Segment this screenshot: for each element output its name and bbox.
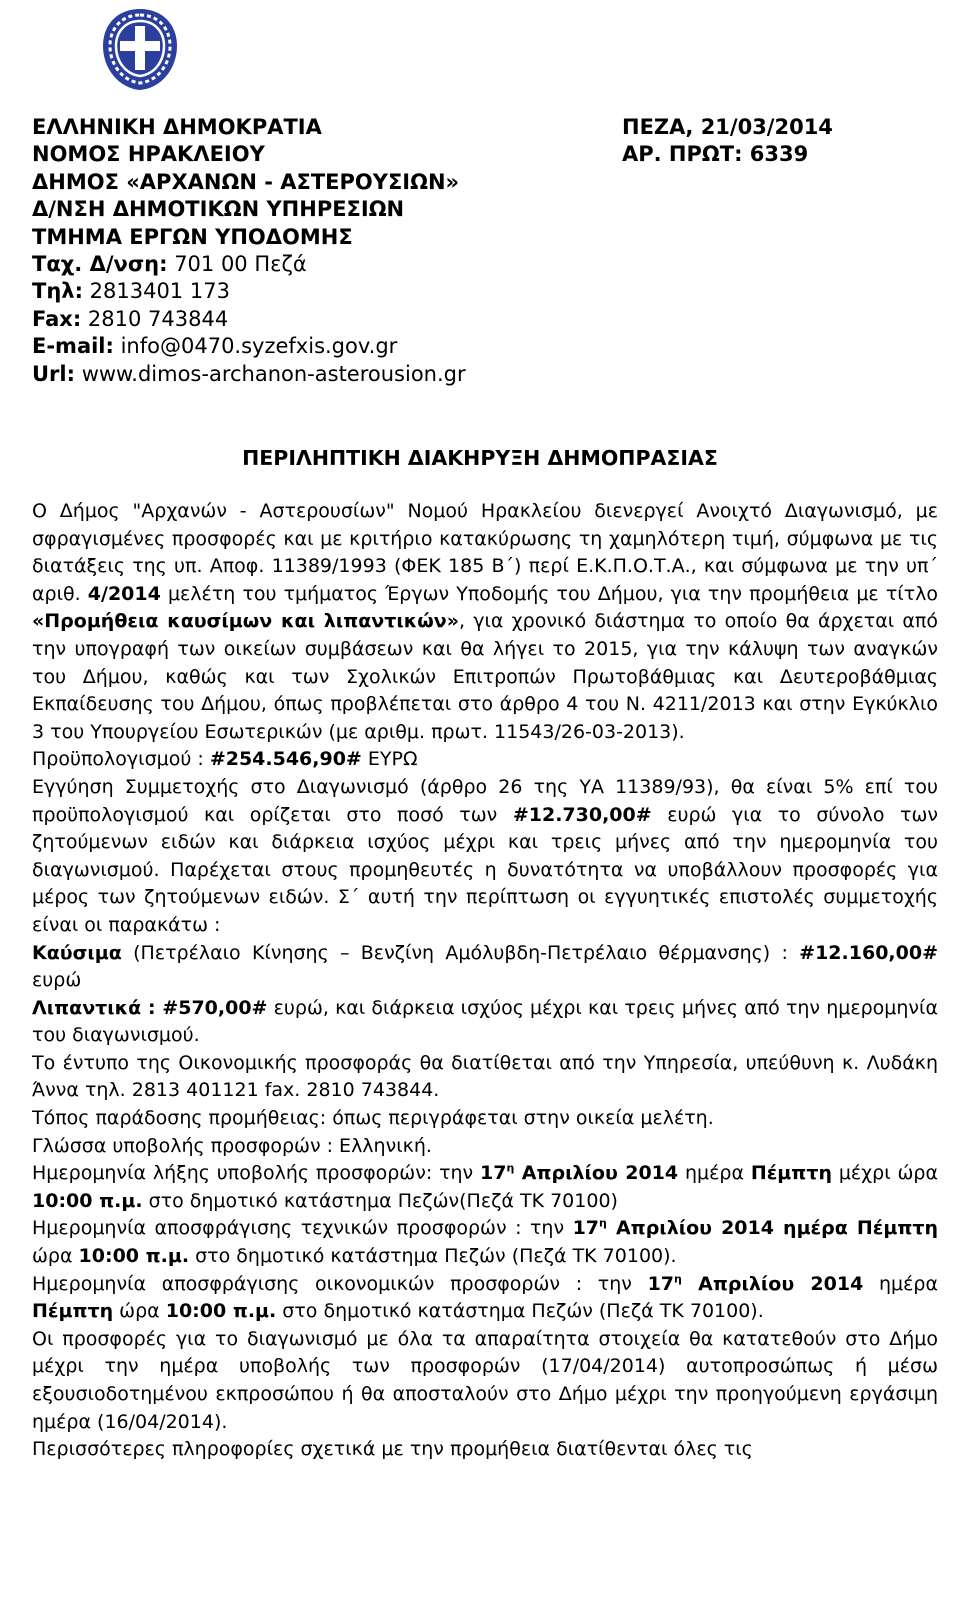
sender-header	[32, 114, 466, 388]
lubricant-label: Λιπαντικά : #570,00#	[32, 996, 268, 1019]
delivery-paragraph: Τόπος παράδοσης προμήθειας: όπως περιγράφεται στην οικεία μελέτη.	[32, 1107, 714, 1130]
fin-text-3: ώρα	[113, 1300, 166, 1323]
prefecture-name: ΝΟΜΟΣ ΗΡΑΚΛΕΙΟΥ	[32, 142, 265, 167]
fin-text-2: ημέρα	[863, 1272, 938, 1295]
more-info-paragraph: Περισσότερες πληροφορίες σχετικά με την προμήθεια διατίθενται όλες τις	[32, 1438, 753, 1461]
deadline-month: Απριλίου 2014	[514, 1162, 679, 1185]
deadline-time: 10:00 π.μ.	[32, 1189, 143, 1212]
form-paragraph: Το έντυπο της Οικονομικής προσφοράς θα διατίθεται από την Υπηρεσία, υπεύθυνη κ. Λυδάκη Άννα τηλ. 2813 401121 fax. 2810 743844.	[32, 1051, 938, 1102]
department-name: ΤΜΗΜΑ ΕΡΓΩΝ ΥΠΟΔΟΜΗΣ	[32, 224, 353, 249]
budget-label: Προϋπολογισμού :	[32, 748, 210, 771]
fin-text: Ημερομηνία αποσφράγισης οικονομικών προσφορών : την	[32, 1272, 648, 1295]
directorate-name: Δ/ΝΣΗ ΔΗΜΟΤΙΚΩΝ ΥΠΗΡΕΣΙΩΝ	[32, 197, 405, 222]
intro-paragraph	[32, 498, 938, 746]
fuel-guarantee	[32, 940, 938, 995]
deadline-day: 17	[480, 1162, 507, 1185]
greek-coat-of-arms-icon	[100, 6, 180, 92]
document-title: ΠΕΡΙΛΗΠΤΙΚΗ ΔΙΑΚΗΡΥΞΗ ΔΗΜΟΠΡΑΣΙΑΣ	[242, 446, 718, 470]
phone-label: Τηλ:	[32, 279, 83, 304]
fin-ordinal: η	[674, 1272, 682, 1286]
lubricant-guarantee	[32, 995, 938, 1050]
tech-month: Απριλίου 2014 ημέρα Πέμπτη	[606, 1217, 939, 1240]
budget-currency: ΕΥΡΩ	[361, 748, 418, 771]
deadline-ordinal: η	[506, 1161, 515, 1175]
tech-text-2: ώρα	[32, 1245, 79, 1268]
tech-time: 10:00 π.μ.	[78, 1245, 190, 1268]
postal-address-label: Ταχ. Δ/νση:	[32, 252, 168, 277]
phone-value: 2813401 173	[82, 279, 230, 304]
postal-address	[32, 251, 466, 278]
tech-date	[573, 1217, 938, 1239]
deadline-text-4: στο δημοτικό κατάστημα Πεζών(Πεζά ΤΚ 70100)	[142, 1189, 618, 1212]
submission-paragraph: Οι προσφορές για το διαγωνισμό με όλα τα απαραίτητα στοιχεία θα κατατεθούν στο Δήμο μέχρι την ημέρα υποβολής των προσφορών (17/04/2014) αυτοπροσώπως ή μέσω εξουσιοδοτημένου εκπροσώπου ή θα αποσταλούν στο Δήμο μέχρι την προηγούμενη εργάσιμη ημέρα (16/04/2014).	[32, 1327, 938, 1433]
fin-time: 10:00 π.μ.	[165, 1300, 277, 1323]
fuel-currency: ευρώ	[32, 969, 82, 992]
fin-text-4: στο δημοτικό κατάστημα Πεζών (Πεζά ΤΚ 70100).	[276, 1300, 764, 1323]
email	[32, 333, 466, 360]
technical-opening-paragraph	[32, 1215, 938, 1270]
email-label: E-mail:	[32, 334, 114, 359]
guarantee-text: Εγγύηση Συμμετοχής στο Διαγωνισμό (άρθρο 26 της ΥΑ 11389/93), θα είναι 5% επί του προϋπολογισμού και ορίζεται στο ποσό των	[32, 775, 938, 826]
postal-address-value: 701 00 Πεζά	[167, 252, 307, 277]
intro-text: Ο Δήμος "Αρχανών - Αστερουσίων" Νομού Ηρακλείου διενεργεί Ανοιχτό Διαγωνισμό, με σφραγισμένες προσφορές και με κριτήριο κατακύρωσης τη χαμηλότερη τιμή, σύμφωνα με τις διατάξεις της υπ. Αποφ. 11389/1993 (ΦΕΚ 185 Β΄) περί Ε.Κ.Π.Ο.Τ.Α., και σύμφωνα με την υπ΄ αριθ.	[32, 500, 938, 605]
fin-month: Απριλίου 2014	[681, 1272, 864, 1295]
fuel-amount: #12.160,00#	[799, 941, 938, 964]
fin-date	[648, 1273, 864, 1295]
fin-day: 17	[647, 1272, 675, 1295]
fax-label: Fax:	[32, 306, 82, 331]
deadline-text-2: ημέρα	[678, 1162, 751, 1185]
place-date: ΠΕΖΑ, 21/03/2014	[622, 115, 833, 139]
intro-text-3: , για χρονικό διάστημα το οποίο θα άρχεται από την υπογραφή των οικείων συμβάσεων και θα λήγει το 2015, για την κάλυψη των αναγκών του Δήμου, καθώς και των Σχολικών Επιτροπών Πρωτοβάθμιας και Δευτεροβάθμιας Εκπαίδευσης του Δήμου, όπως προβλέπεται στο άρθρο 4 του Ν. 4211/2013 και στην Εγκύκλιο 3 του Υπουργείου Εσωτερικών (με αριθμ. πρωτ. 11543/26-03-2013).	[32, 610, 939, 743]
budget-value: #254.546,90#	[209, 748, 362, 771]
intro-text-2: μελέτη του τμήματος Έργων Υποδομής του Δήμου, για την προμήθεια με τίτλο	[160, 582, 938, 605]
deadline-weekday: Πέμπτη	[750, 1162, 832, 1185]
municipality-name: ΔΗΜΟΣ «ΑΡΧΑΝΩΝ - ΑΣΤΕΡΟΥΣΙΩΝ»	[32, 169, 460, 194]
url-label: Url:	[32, 361, 76, 386]
deadline-paragraph	[32, 1160, 938, 1215]
tech-ordinal: η	[599, 1217, 607, 1231]
guarantee-text-2: ευρώ για το σύνολο των ζητούμενων ειδών και διάρκεια ισχύος μέχρι και τρεις μήνες από την ημερομηνία του διαγωνισμού. Παρέχεται στους προμηθευτές η δυνατότητα να υποβάλλουν προσφορές για μέρος των ζητούμενων ειδών. Σ΄ αυτή την περίπτωση οι εγγυητικές επιστολές συμμετοχής είναι οι παρακάτω :	[32, 803, 938, 936]
tech-text-3: στο δημοτικό κατάστημα Πεζών (Πεζά ΤΚ 70100).	[189, 1245, 677, 1268]
fax-value: 2810 743844	[81, 306, 229, 331]
financial-opening-paragraph	[32, 1271, 938, 1326]
url-value: www.dimos-archanon-asterousion.gr	[75, 361, 466, 386]
deadline-text: Ημερομηνία λήξης υποβολής προσφορών: την	[32, 1162, 481, 1185]
email-value: info@0470.syzefxis.gov.gr	[113, 334, 398, 359]
fin-weekday: Πέμπτη	[32, 1300, 114, 1323]
document-body	[32, 498, 938, 1464]
document-reference	[622, 114, 833, 169]
deadline-text-3: μέχρι ώρα	[831, 1162, 938, 1185]
url	[32, 361, 466, 388]
lubricant-text: ευρώ, και διάρκεια ισχύος μέχρι και τρεις μήνες από την ημερομηνία του διαγωνισμού.	[32, 996, 939, 1047]
phone	[32, 278, 466, 305]
fax	[32, 306, 466, 333]
procurement-title: «Προμήθεια καυσίμων και λιπαντικών»	[32, 610, 459, 633]
tech-text: Ημερομηνία αποσφράγισης τεχνικών προσφορών : την	[32, 1217, 573, 1240]
study-number: 4/2014	[87, 582, 161, 605]
tech-day: 17	[572, 1217, 600, 1240]
guarantee-paragraph	[32, 774, 938, 940]
fuel-text: (Πετρέλαιο Κίνησης – Βενζίνη Αμόλυβδη-Πετρέλαιο θέρμανσης) :	[121, 941, 800, 964]
language-paragraph: Γλώσσα υποβολής προσφορών : Ελληνική.	[32, 1134, 432, 1157]
guarantee-amount: #12.730,00#	[512, 803, 652, 826]
country-name: ΕΛΛΗΝΙΚΗ ΔΗΜΟΚΡΑΤΙΑ	[32, 115, 322, 139]
budget-line	[32, 746, 938, 774]
fuel-label: Καύσιμα	[32, 941, 122, 964]
protocol-number: ΑΡ. ΠΡΩΤ: 6339	[622, 142, 809, 167]
deadline-date	[480, 1162, 678, 1184]
